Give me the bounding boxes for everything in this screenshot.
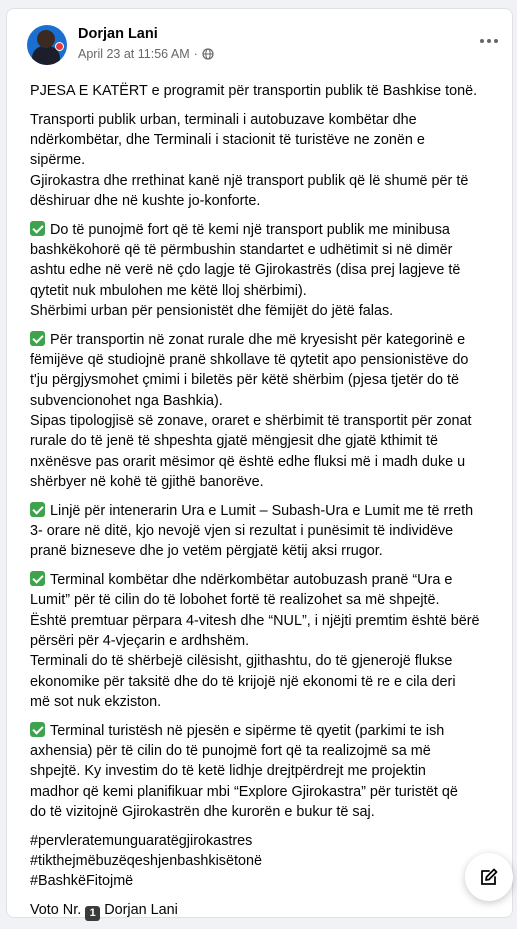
post-paragraph bbox=[30, 330, 502, 492]
vote-name: Dorjan Lani bbox=[104, 901, 178, 918]
paragraph-line bbox=[30, 741, 502, 761]
line-text: t'ju përgjysmohet çmimi i biletës për këtë shërbim (pjesa tjetër do të bbox=[30, 372, 460, 389]
more-horizontal-icon bbox=[480, 39, 484, 43]
paragraph-line bbox=[30, 541, 502, 561]
line-text: Terminali do të shërbejë cilësisht, gjithashtu, do të gjenerojë flukse bbox=[30, 653, 453, 670]
vote-line bbox=[30, 900, 502, 921]
paragraph-line bbox=[30, 281, 502, 301]
paragraph-line bbox=[30, 330, 502, 350]
check-mark-icon bbox=[30, 571, 45, 586]
line-text: bashkëkohorë që të përmbushin standartet e udhëtimit si në dimër bbox=[30, 242, 453, 259]
line-text: madhor që kemi planifikuar mbi “Explore Gjirokastra” për turistët që bbox=[30, 783, 458, 800]
line-text: Terminal kombëtar dhe ndërkombëtar autobuzash pranë “Ura e bbox=[50, 572, 453, 589]
hashtag-link[interactable]: #tikthejmëbuzëqeshjenbashkisëtonë bbox=[30, 852, 263, 869]
line-text: Lumit” për të cilin do të lobohet fortë të realizohet sa më shpejtë. bbox=[30, 592, 440, 609]
paragraph-line bbox=[30, 350, 502, 370]
paragraph-line bbox=[30, 501, 502, 521]
post-paragraph bbox=[30, 110, 502, 211]
vote-prefix: Voto Nr. bbox=[30, 901, 82, 918]
post-card bbox=[6, 8, 513, 918]
paragraph-line bbox=[30, 301, 502, 321]
paragraph-line bbox=[30, 370, 502, 390]
line-text: fëmijëve që studiojnë pranë shkollave të qytetit apo pensionistëve do bbox=[30, 352, 469, 369]
author-name[interactable]: Dorjan Lani bbox=[78, 26, 158, 42]
line-text: ashtu edhe në verë në çdo lagje të Gjirokastrës (disa prej lagjeve të bbox=[30, 262, 461, 279]
paragraph-line bbox=[30, 672, 502, 692]
paragraph-line bbox=[30, 130, 502, 150]
line-text: Terminal turistësh në pjesën e sipërme të qyetit (parkimi te ish bbox=[50, 722, 445, 739]
paragraph-line bbox=[30, 452, 502, 472]
line-text: Linjë për intenerarin Ura e Lumit – Subash-Ura e Lumit me të rreth bbox=[50, 502, 474, 519]
paragraph-line bbox=[30, 150, 502, 170]
edit-icon bbox=[479, 867, 499, 887]
line-text: Është premtuar përpara 4-vitesh dhe “NUL”, i njëjti premtim është bërë bbox=[30, 612, 480, 629]
more-options-button[interactable] bbox=[475, 29, 503, 53]
paragraph-line bbox=[30, 761, 502, 781]
post-paragraph bbox=[30, 501, 502, 562]
line-text: dëshiruar dhe në kushte jo-konforte. bbox=[30, 192, 261, 209]
line-text: Transporti publik urban, terminali i autobuzave kombëtar dhe bbox=[30, 111, 417, 128]
paragraph-line bbox=[30, 260, 502, 280]
paragraph-line bbox=[30, 782, 502, 802]
hashtag-link[interactable]: #BashkëFitojmë bbox=[30, 873, 134, 890]
meta-separator: · bbox=[193, 47, 198, 61]
hashtags bbox=[30, 831, 502, 892]
paragraph-line bbox=[30, 692, 502, 712]
paragraph-line bbox=[30, 651, 502, 671]
post-paragraph bbox=[30, 570, 502, 712]
new-post-button[interactable] bbox=[465, 853, 513, 901]
post-paragraph bbox=[30, 721, 502, 822]
line-text: pranë bizneseve dhe jo vetëm përgjatë këtij aksi rrugor. bbox=[30, 543, 383, 560]
line-text: nxënësve pas orarit mësimor që është edhe fluksi më i madh duke u bbox=[30, 453, 466, 470]
line-text: ekonomike për taksitë dhe do të krijojë një ekonomi të re e cila deri bbox=[30, 673, 456, 690]
line-text: Shërbimi urban për pensionistët dhe fëmijët do jëtë falas. bbox=[30, 302, 394, 319]
paragraph-line bbox=[30, 611, 502, 631]
paragraph-line bbox=[30, 191, 502, 211]
paragraph-line bbox=[30, 521, 502, 541]
post-paragraph bbox=[30, 81, 502, 101]
line-text: përsëri për 4-vjeçarin e ardhshëm. bbox=[30, 632, 250, 649]
paragraph-line bbox=[30, 391, 502, 411]
line-text: subvencionohet nga Bashkia). bbox=[30, 392, 223, 409]
number-one-icon: 1 bbox=[85, 906, 100, 921]
paragraph-line bbox=[30, 171, 502, 191]
paragraph-line bbox=[30, 240, 502, 260]
paragraph-line bbox=[30, 631, 502, 651]
paragraph-line bbox=[30, 721, 502, 741]
post-meta bbox=[78, 47, 214, 61]
line-text: sipërme. bbox=[30, 152, 86, 169]
line-text: Gjirokastra dhe rrethinat kanë një transport publik që lë shumë për të bbox=[30, 172, 469, 189]
line-text: shërbyer në kohë të gjithë banorëve. bbox=[30, 473, 264, 490]
line-text: 3- orare në ditë, kjo nevojë vjen si rezultat i punësimit të individëve bbox=[30, 522, 454, 539]
line-text: axhensia) për të cilin do të punojmë fort që ta realizojmë sa më bbox=[30, 742, 431, 759]
line-text: Do të punojmë fort që të kemi një transport publik me minibusa bbox=[50, 221, 450, 238]
post-paragraph bbox=[30, 220, 502, 321]
check-mark-icon bbox=[30, 502, 45, 517]
paragraph-line bbox=[30, 802, 502, 822]
paragraph-line bbox=[30, 81, 502, 101]
paragraph-line bbox=[30, 590, 502, 610]
line-text: Sipas tipologjisë së zonave, oraret e shërbimit të transportit për zonat bbox=[30, 412, 472, 429]
avatar[interactable] bbox=[27, 25, 67, 65]
paragraph-line bbox=[30, 110, 502, 130]
post-text bbox=[30, 81, 502, 929]
post-header bbox=[27, 25, 507, 73]
check-mark-icon bbox=[30, 331, 45, 346]
paragraph-line bbox=[30, 431, 502, 451]
paragraph-line bbox=[30, 411, 502, 431]
line-text: do të vizitojnë Gjirokastrën dhe kurorën e bukur të saj. bbox=[30, 803, 375, 820]
check-mark-icon bbox=[30, 722, 45, 737]
paragraph-line bbox=[30, 472, 502, 492]
line-text: ndërkombëtar, dhe Terminali i stacionit të turistëve ne zonën e bbox=[30, 132, 425, 149]
check-mark-icon bbox=[30, 221, 45, 236]
line-text: rurale do të jenë të shpeshta gjatë mëngjesit dhe gjatë kthimit të bbox=[30, 433, 438, 450]
paragraph-line bbox=[30, 220, 502, 240]
paragraph-line bbox=[30, 570, 502, 590]
globe-icon[interactable] bbox=[202, 48, 214, 60]
line-text: shpejtë. Ky investim do të ketë lidhje drejtpërdrejt me projektin bbox=[30, 763, 426, 780]
line-text: Për transportin në zonat rurale dhe më kryesisht për kategorinë e bbox=[50, 331, 466, 348]
post-date[interactable]: April 23 at 11:56 AM bbox=[78, 47, 190, 61]
line-text: më sot nuk ekziston. bbox=[30, 693, 162, 710]
line-text: qytetit nuk mbulohen me këtë lloj shërbimi). bbox=[30, 282, 307, 299]
line-text: PJESA E KATËRT e programit për transportin publik të Bashkise tonë. bbox=[30, 83, 478, 99]
hashtag-link[interactable]: #pervleratemunguaratëgjirokastres bbox=[30, 832, 253, 849]
